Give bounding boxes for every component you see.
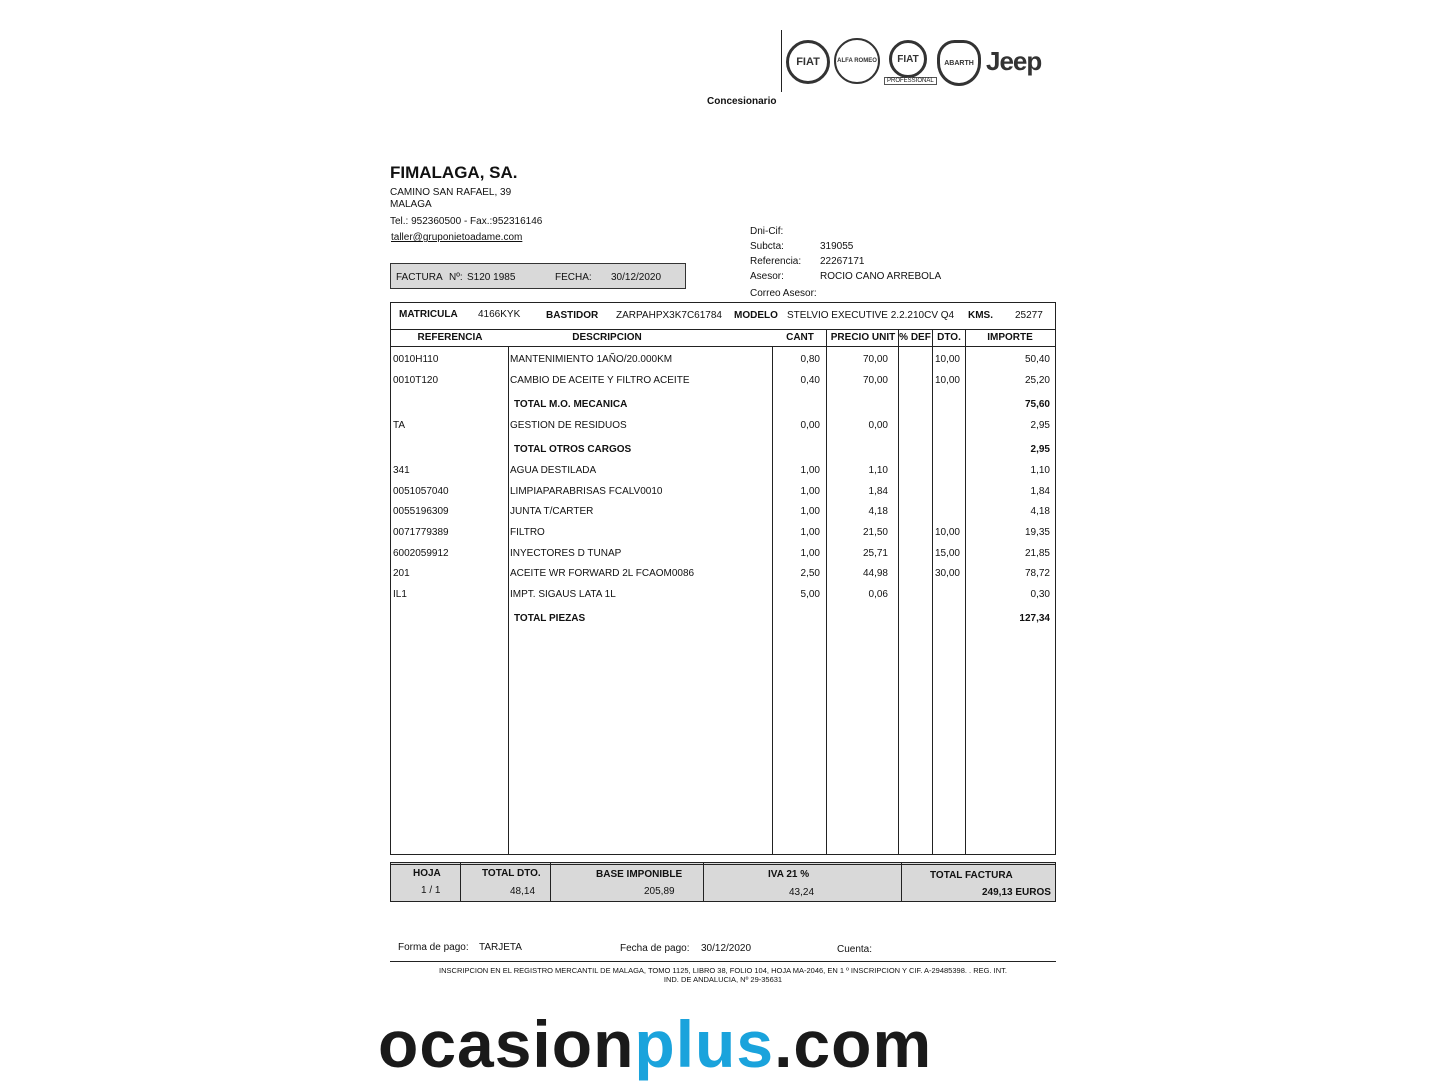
cell-cant: 1,00 bbox=[800, 548, 820, 559]
cell-dto: 10,00 bbox=[934, 354, 960, 365]
fiat-professional-logo: FIAT bbox=[889, 40, 927, 78]
cell-referencia: TA bbox=[393, 420, 406, 431]
totals-divider bbox=[550, 862, 551, 902]
cell-descripcion: GESTION DE RESIDUOS bbox=[510, 420, 627, 431]
asesor-label: Asesor: bbox=[750, 271, 784, 282]
cell-importe: 19,35 bbox=[1024, 527, 1050, 538]
alfa-romeo-logo: ALFA ROMEO bbox=[834, 38, 880, 84]
header-divider bbox=[781, 30, 782, 92]
company-city: MALAGA bbox=[390, 199, 432, 210]
col-divider bbox=[898, 346, 899, 854]
cell-precio: 25,71 bbox=[862, 548, 888, 559]
cell-cant: 2,50 bbox=[800, 568, 820, 579]
col-divider bbox=[965, 330, 966, 346]
col-header-referencia: REFERENCIA bbox=[417, 332, 483, 343]
forma-pago-label: Forma de pago: bbox=[398, 942, 469, 953]
iva-value: 43,24 bbox=[789, 887, 815, 898]
cell-descripcion: IMPT. SIGAUS LATA 1L bbox=[510, 589, 616, 600]
cell-precio: 0,06 bbox=[868, 589, 888, 600]
iva-label: IVA 21 % bbox=[768, 869, 810, 880]
cell-precio: 44,98 bbox=[862, 568, 888, 579]
cuenta-label: Cuenta: bbox=[837, 944, 873, 955]
total-dto-label: TOTAL DTO. bbox=[482, 868, 541, 879]
cell-importe: 50,40 bbox=[1024, 354, 1050, 365]
cell-descripcion: TOTAL M.O. MECANICA bbox=[514, 399, 628, 410]
cell-descripcion: INYECTORES D TUNAP bbox=[510, 548, 622, 559]
legal-line-1: INSCRIPCION EN EL REGISTRO MERCANTIL DE MALAGA, TOMO 1125, LIBRO 38, FOLIO 104, HOJA MA-2046, EN 1 º INSCRIPCION Y CIF. A-29485398. . REG. INT. bbox=[439, 966, 1007, 975]
matricula-label: MATRICULA bbox=[399, 309, 458, 320]
totals-divider bbox=[460, 862, 461, 902]
cell-importe: 78,72 bbox=[1024, 568, 1050, 579]
cell-cant: 1,00 bbox=[800, 506, 820, 517]
col-divider bbox=[898, 330, 899, 346]
cell-descripcion: FILTRO bbox=[510, 527, 545, 538]
cell-descripcion: TOTAL OTROS CARGOS bbox=[514, 444, 632, 455]
footer-divider bbox=[390, 961, 1056, 962]
cell-cant: 0,40 bbox=[800, 375, 820, 386]
invoice-number: S120 1985 bbox=[467, 272, 516, 283]
col-divider bbox=[508, 346, 509, 854]
cell-importe: 4,18 bbox=[1030, 506, 1050, 517]
total-factura-value: 249,13 EUROS bbox=[982, 887, 1051, 898]
col-header-cant: CANT bbox=[786, 332, 814, 343]
cell-cant: 5,00 bbox=[800, 589, 820, 600]
col-header-def: % DEF bbox=[899, 332, 931, 343]
cell-precio: 0,00 bbox=[868, 420, 888, 431]
abarth-logo: ABARTH bbox=[937, 40, 981, 86]
col-divider bbox=[932, 346, 933, 854]
cell-importe: 2,95 bbox=[1030, 444, 1050, 455]
cell-descripcion: ACEITE WR FORWARD 2L FCAOM0086 bbox=[510, 568, 695, 579]
totals-divider bbox=[703, 862, 704, 902]
cell-precio: 4,18 bbox=[868, 506, 888, 517]
numero-label: Nº: bbox=[449, 272, 463, 283]
bastidor-value: ZARPAHPX3K7C61784 bbox=[616, 310, 722, 321]
cell-importe: 127,34 bbox=[1019, 613, 1050, 624]
cell-precio: 21,50 bbox=[862, 527, 888, 538]
dni-label: Dni-Cif: bbox=[750, 226, 784, 237]
cell-precio: 1,10 bbox=[868, 465, 888, 476]
referencia-label: Referencia: bbox=[750, 256, 802, 267]
table-header-divider bbox=[390, 346, 1056, 347]
col-divider bbox=[932, 330, 933, 346]
col-header-descripcion: DESCRIPCION bbox=[572, 332, 642, 343]
hoja-value: 1 / 1 bbox=[421, 885, 441, 896]
total-factura-label: TOTAL FACTURA bbox=[930, 870, 1013, 881]
asesor-value: ROCIO CANO ARREBOLA bbox=[820, 271, 942, 282]
invoice-date: 30/12/2020 bbox=[611, 272, 662, 283]
cell-cant: 0,00 bbox=[800, 420, 820, 431]
subcta-label: Subcta: bbox=[750, 241, 784, 252]
invoice-number-box bbox=[390, 263, 686, 289]
kms-label: KMS. bbox=[968, 310, 993, 321]
total-dto-value: 48,14 bbox=[510, 886, 536, 897]
cell-importe: 75,60 bbox=[1024, 399, 1050, 410]
cell-importe: 1,10 bbox=[1030, 465, 1050, 476]
cell-importe: 25,20 bbox=[1024, 375, 1050, 386]
company-address: CAMINO SAN RAFAEL, 39 bbox=[390, 187, 512, 198]
forma-pago-value: TARJETA bbox=[479, 942, 522, 953]
cell-precio: 1,84 bbox=[868, 486, 888, 497]
legal-footer bbox=[390, 966, 1056, 984]
cell-referencia: 201 bbox=[393, 568, 410, 579]
cell-precio: 70,00 bbox=[862, 375, 888, 386]
company-email[interactable]: taller@gruponietoadame.com bbox=[391, 232, 523, 243]
cell-descripcion: AGUA DESTILADA bbox=[510, 465, 597, 476]
base-label: BASE IMPONIBLE bbox=[596, 869, 683, 880]
col-divider bbox=[826, 346, 827, 854]
cell-referencia: 0051057040 bbox=[393, 486, 449, 497]
fiat-professional-label: PROFESSIONAL bbox=[884, 77, 937, 85]
cell-referencia: IL1 bbox=[393, 589, 407, 600]
cell-precio: 70,00 bbox=[862, 354, 888, 365]
fecha-pago-value: 30/12/2020 bbox=[701, 943, 752, 954]
fecha-label: FECHA: bbox=[555, 272, 592, 283]
col-header-importe: IMPORTE bbox=[987, 332, 1033, 343]
cell-referencia: 0055196309 bbox=[393, 506, 449, 517]
company-phone: Tel.: 952360500 - Fax.:952316146 bbox=[390, 216, 543, 227]
col-header-precio: PRECIO UNIT bbox=[830, 332, 896, 343]
cell-dto: 30,00 bbox=[934, 568, 960, 579]
fiat-logo: FIAT bbox=[786, 40, 830, 84]
cell-descripcion: LIMPIAPARABRISAS FCALV0010 bbox=[510, 486, 663, 497]
bastidor-label: BASTIDOR bbox=[546, 310, 599, 321]
cell-importe: 21,85 bbox=[1024, 548, 1050, 559]
matricula-value: 4166KYK bbox=[478, 309, 521, 320]
cell-dto: 10,00 bbox=[934, 375, 960, 386]
factura-label: FACTURA bbox=[396, 272, 443, 283]
modelo-value: STELVIO EXECUTIVE 2.2.210CV Q4 bbox=[787, 310, 955, 321]
jeep-logo: Jeep bbox=[986, 46, 1042, 76]
cell-importe: 2,95 bbox=[1030, 420, 1050, 431]
cell-cant: 1,00 bbox=[800, 527, 820, 538]
ocasionplus-watermark bbox=[378, 1004, 932, 1084]
watermark-plus: plus bbox=[634, 1007, 775, 1081]
col-divider bbox=[772, 346, 773, 854]
col-header-dto: DTO. bbox=[937, 332, 961, 343]
cell-descripcion: MANTENIMIENTO 1AÑO/20.000KM bbox=[510, 354, 673, 365]
kms-value: 25277 bbox=[1015, 310, 1043, 321]
cell-descripcion: JUNTA T/CARTER bbox=[510, 506, 594, 517]
watermark-com: .com bbox=[774, 1007, 933, 1081]
cell-referencia: 0071779389 bbox=[393, 527, 449, 538]
cell-descripcion: CAMBIO DE ACEITE Y FILTRO ACEITE bbox=[510, 375, 690, 386]
subcta-value: 319055 bbox=[820, 241, 854, 252]
concesionario-label: Concesionario bbox=[707, 96, 777, 107]
cell-referencia: 6002059912 bbox=[393, 548, 449, 559]
totals-divider bbox=[901, 862, 902, 902]
cell-cant: 0,80 bbox=[800, 354, 820, 365]
fecha-pago-label: Fecha de pago: bbox=[620, 943, 690, 954]
cell-referencia: 0010H110 bbox=[393, 354, 439, 365]
cell-cant: 1,00 bbox=[800, 465, 820, 476]
cell-dto: 15,00 bbox=[934, 548, 960, 559]
cell-dto: 10,00 bbox=[934, 527, 960, 538]
cell-descripcion: TOTAL PIEZAS bbox=[514, 613, 586, 624]
legal-line-2: IND. DE ANDALUCIA, Nº 29-35631 bbox=[663, 975, 783, 984]
hoja-label: HOJA bbox=[413, 868, 441, 879]
correo-label: Correo Asesor: bbox=[750, 288, 817, 299]
base-value: 205,89 bbox=[644, 886, 675, 897]
cell-importe: 1,84 bbox=[1030, 486, 1050, 497]
company-name: FIMALAGA, SA. bbox=[390, 163, 518, 182]
cell-importe: 0,30 bbox=[1030, 589, 1050, 600]
totals-line bbox=[390, 864, 1056, 865]
watermark-ocasion: ocasion bbox=[378, 1007, 635, 1081]
cell-cant: 1,00 bbox=[800, 486, 820, 497]
cell-referencia: 0010T120 bbox=[393, 375, 439, 386]
cell-referencia: 341 bbox=[393, 465, 410, 476]
vehicle-row-divider bbox=[390, 329, 1056, 330]
modelo-label: MODELO bbox=[734, 310, 778, 321]
col-divider bbox=[826, 330, 827, 346]
col-divider bbox=[965, 346, 966, 854]
referencia-value: 22267171 bbox=[820, 256, 865, 267]
